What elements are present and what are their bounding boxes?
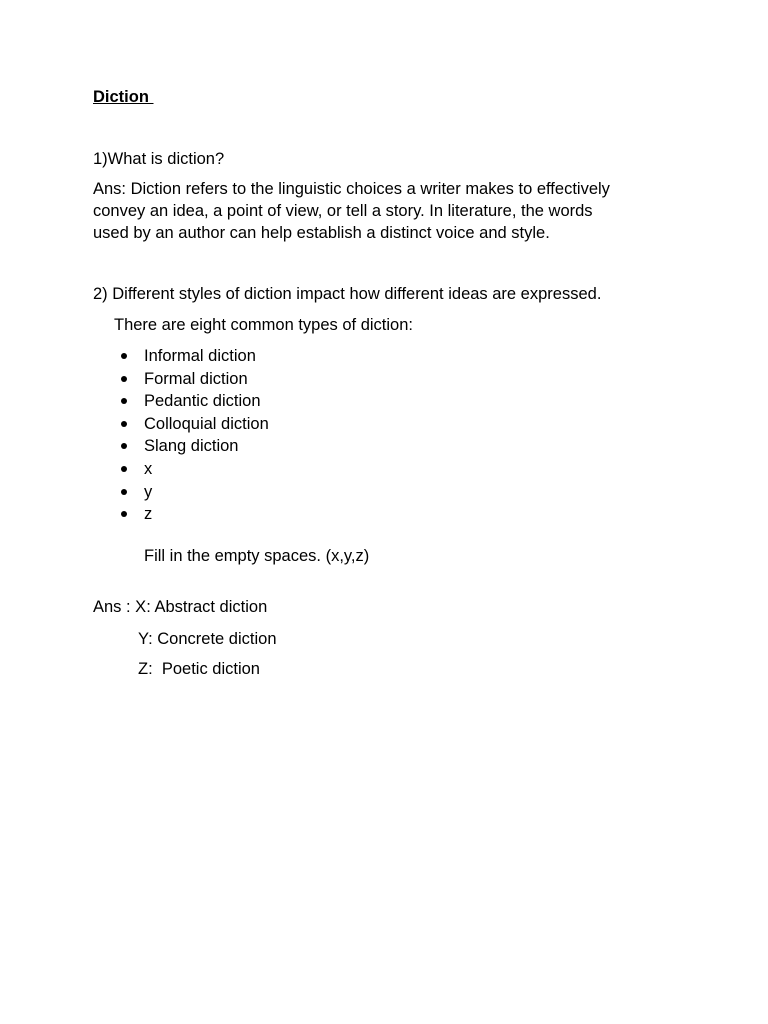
bullet-icon bbox=[121, 511, 127, 517]
list-item bbox=[114, 345, 269, 368]
answer-y: Y: Concrete diction bbox=[138, 630, 277, 648]
list-item bbox=[114, 368, 269, 391]
bullet-icon bbox=[121, 489, 127, 495]
bullet-icon bbox=[121, 421, 127, 427]
document-title: Diction bbox=[93, 88, 154, 106]
bullet-icon bbox=[121, 398, 127, 404]
list-item-label: Pedantic diction bbox=[144, 392, 261, 411]
bullet-icon bbox=[121, 443, 127, 449]
answer-1-line: Ans: Diction refers to the linguistic choices a writer makes to effectively bbox=[93, 180, 610, 198]
list-item bbox=[114, 435, 269, 458]
list-item-label: z bbox=[144, 505, 153, 524]
list-item-label: y bbox=[144, 482, 153, 501]
list-item bbox=[114, 503, 269, 526]
fill-prompt: Fill in the empty spaces. (x,y,z) bbox=[144, 547, 370, 565]
bullet-icon bbox=[121, 353, 127, 359]
list-item bbox=[114, 390, 269, 413]
question-2: 2) Different styles of diction impact how different ideas are expressed. bbox=[93, 285, 602, 303]
list-item-label: Slang diction bbox=[144, 437, 239, 456]
list-item bbox=[114, 458, 269, 481]
answer-1-line: used by an author can help establish a distinct voice and style. bbox=[93, 224, 550, 242]
question-1: 1)What is diction? bbox=[93, 150, 225, 168]
list-item bbox=[114, 481, 269, 504]
list-item-label: Colloquial diction bbox=[144, 414, 269, 433]
list-item-label: Informal diction bbox=[144, 347, 256, 365]
answer-1-line: convey an idea, a point of view, or tell a story. In literature, the words bbox=[93, 202, 593, 220]
answer-z: Z: Poetic diction bbox=[138, 660, 260, 678]
bullet-icon bbox=[121, 376, 127, 382]
list-item-label: Formal diction bbox=[144, 369, 248, 388]
bullet-icon bbox=[121, 466, 127, 472]
answer-x: Ans : X: Abstract diction bbox=[93, 598, 268, 616]
list-item bbox=[114, 413, 269, 436]
list-intro: There are eight common types of diction: bbox=[114, 316, 413, 334]
answer-1-paragraph bbox=[93, 178, 693, 244]
list-item-label: x bbox=[144, 459, 153, 478]
diction-types-list bbox=[114, 345, 269, 526]
